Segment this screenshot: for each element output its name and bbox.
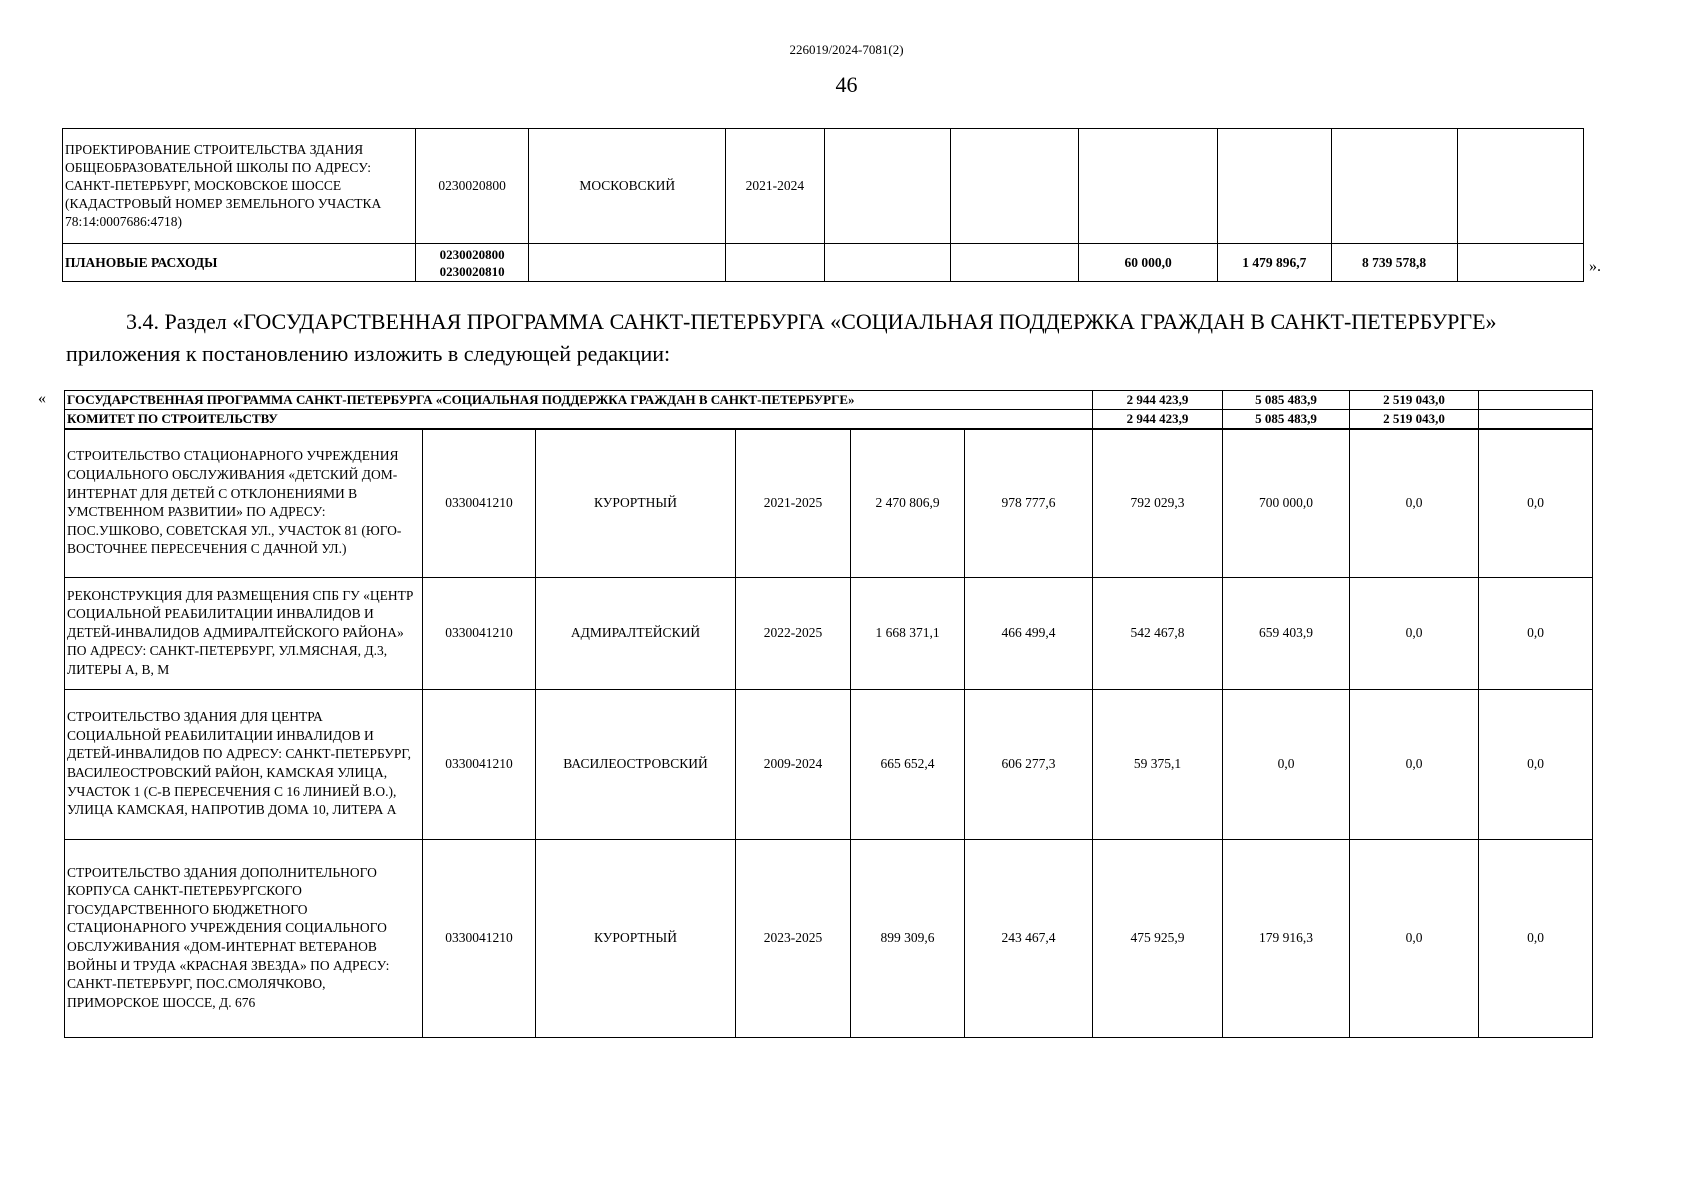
object-total: 899 309,6 (851, 839, 965, 1037)
committee-value-1: 2 944 423,9 (1093, 410, 1223, 430)
object-years: 2022-2025 (736, 577, 851, 689)
object-year-2: 0,0 (1223, 689, 1350, 839)
page-number: 46 (835, 72, 858, 97)
object-year-1: 792 029,3 (1093, 429, 1223, 577)
empty-cell (950, 244, 1078, 282)
object-district: ВАСИЛЕОСТРОВСКИЙ (536, 689, 736, 839)
closing-quote-mark: ». (1589, 258, 1601, 275)
object-years: 2021-2024 (726, 129, 824, 244)
object-description: РЕКОНСТРУКЦИЯ ДЛЯ РАЗМЕЩЕНИЯ СПБ ГУ «ЦЕНТР СОЦИАЛЬНОЙ РЕАБИЛИТАЦИИ ИНВАЛИДОВ И ДЕТЕЙ-ИНВАЛИДОВ АДМИРАЛТЕЙСКОГО РАЙОНА» ПО АДРЕСУ: САНКТ-ПЕТЕРБУРГ, УЛ.МЯСНАЯ, Д.3, ЛИТЕРЫ А, В, М (65, 577, 423, 689)
social-support-program-table (64, 390, 1593, 1038)
object-year-3: 0,0 (1350, 577, 1479, 689)
object-years: 2021-2025 (736, 429, 851, 577)
committee-title: КОМИТЕТ ПО СТРОИТЕЛЬСТВУ (65, 410, 1093, 430)
object-code: 0330041210 (423, 839, 536, 1037)
empty-cell (1479, 410, 1593, 430)
document-id: 226019/2024-7081(2) (789, 42, 904, 57)
object-code: 0230020800 (415, 129, 528, 244)
program-title: ГОСУДАРСТВЕННАЯ ПРОГРАММА САНКТ-ПЕТЕРБУРГА «СОЦИАЛЬНАЯ ПОДДЕРЖКА ГРАЖДАН В САНКТ-ПЕТЕРБУРГЕ» (65, 391, 1093, 410)
object-code: 0330041210 (423, 577, 536, 689)
object-district: КУРОРТНЫЙ (536, 839, 736, 1037)
object-prev: 466 499,4 (965, 577, 1093, 689)
section-heading-line-1: 3.4. Раздел «ГОСУДАРСТВЕННАЯ ПРОГРАММА САНКТ-ПЕТЕРБУРГА «СОЦИАЛЬНАЯ ПОДДЕРЖКА ГРАЖДАН В САНКТ-ПЕТЕРБУРГЕ» (126, 309, 1497, 334)
empty-cell (824, 129, 950, 244)
planned-value-1: 60 000,0 (1079, 244, 1218, 282)
object-year-4: 0,0 (1479, 429, 1593, 577)
planned-code-2: 0230020810 (439, 263, 505, 279)
object-total: 1 668 371,1 (851, 577, 965, 689)
object-year-3: 0,0 (1350, 429, 1479, 577)
committee-total-row (65, 410, 1593, 430)
object-total: 665 652,4 (851, 689, 965, 839)
empty-cell (1479, 391, 1593, 410)
object-years: 2023-2025 (736, 839, 851, 1037)
object-year-1: 475 925,9 (1093, 839, 1223, 1037)
empty-cell (529, 244, 726, 282)
object-code: 0330041210 (423, 689, 536, 839)
table-row (65, 839, 1593, 1037)
table-row (63, 129, 1584, 244)
empty-cell (1218, 129, 1331, 244)
table-row (65, 689, 1593, 839)
object-prev: 243 467,4 (965, 839, 1093, 1037)
empty-cell (726, 244, 824, 282)
empty-cell (1457, 244, 1583, 282)
empty-cell (1457, 129, 1583, 244)
program-value-2: 5 085 483,9 (1223, 391, 1350, 410)
section-heading-line-2: приложения к постановлению изложить в следующей редакции: (66, 341, 671, 366)
object-year-4: 0,0 (1479, 839, 1593, 1037)
object-code: 0330041210 (423, 429, 536, 577)
planned-value-2: 1 479 896,7 (1218, 244, 1331, 282)
table-row (65, 429, 1593, 577)
empty-cell (824, 244, 950, 282)
object-district: МОСКОВСКИЙ (529, 129, 726, 244)
object-year-3: 0,0 (1350, 839, 1479, 1037)
program-total-row (65, 391, 1593, 410)
object-year-2: 659 403,9 (1223, 577, 1350, 689)
planned-value-3: 8 739 578,8 (1331, 244, 1457, 282)
object-year-1: 59 375,1 (1093, 689, 1223, 839)
object-year-2: 179 916,3 (1223, 839, 1350, 1037)
opening-quote-mark: « (38, 390, 46, 407)
object-description: СТРОИТЕЛЬСТВО ЗДАНИЯ ДОПОЛНИТЕЛЬНОГО КОРПУСА САНКТ-ПЕТЕРБУРГСКОГО ГОСУДАРСТВЕННОГО БЮДЖЕТНОГО СТАЦИОНАРНОГО УЧРЕЖДЕНИЯ СОЦИАЛЬНОГО ОБСЛУЖИВАНИЯ «ДОМ-ИНТЕРНАТ ВЕТЕРАНОВ ВОЙНЫ И ТРУДА «КРАСНАЯ ЗВЕЗДА» ПО АДРЕСУ: САНКТ-ПЕТЕРБУРГ, ПОС.СМОЛЯЧКОВО, ПРИМОРСКОЕ ШОССЕ, Д. 676 (65, 839, 423, 1037)
object-description: ПРОЕКТИРОВАНИЕ СТРОИТЕЛЬСТВА ЗДАНИЯ ОБЩЕОБРАЗОВАТЕЛЬНОЙ ШКОЛЫ ПО АДРЕСУ: САНКТ-ПЕТЕРБУРГ, МОСКОВСКОЕ ШОССЕ (КАДАСТРОВЫЙ НОМЕР ЗЕМЕЛЬНОГО УЧАСТКА 78:14:0007686:4718) (63, 129, 416, 244)
program-value-3: 2 519 043,0 (1350, 391, 1479, 410)
program-value-1: 2 944 423,9 (1093, 391, 1223, 410)
planned-expenses-codes (415, 244, 528, 282)
object-district: КУРОРТНЫЙ (536, 429, 736, 577)
object-description: СТРОИТЕЛЬСТВО СТАЦИОНАРНОГО УЧРЕЖДЕНИЯ СОЦИАЛЬНОГО ОБСЛУЖИВАНИЯ «ДЕТСКИЙ ДОМ-ИНТЕРНАТ ДЛЯ ДЕТЕЙ С ОТКЛОНЕНИЯМИ В УМСТВЕННОМ РАЗВИТИИ» ПО АДРЕСУ: ПОС.УШКОВО, СОВЕТСКАЯ УЛ., УЧАСТОК 81 (ЮГО-ВОСТОЧНЕЕ ПЕРЕСЕЧЕНИЯ С ДАЧНОЙ УЛ.) (65, 429, 423, 577)
object-year-4: 0,0 (1479, 689, 1593, 839)
planned-code-1: 0230020800 (439, 246, 505, 262)
previous-section-table (62, 128, 1584, 282)
committee-value-3: 2 519 043,0 (1350, 410, 1479, 430)
empty-cell (1079, 129, 1218, 244)
empty-cell (1331, 129, 1457, 244)
object-year-1: 542 467,8 (1093, 577, 1223, 689)
empty-cell (950, 129, 1078, 244)
object-district: АДМИРАЛТЕЙСКИЙ (536, 577, 736, 689)
planned-expenses-label: ПЛАНОВЫЕ РАСХОДЫ (63, 244, 416, 282)
object-total: 2 470 806,9 (851, 429, 965, 577)
committee-value-2: 5 085 483,9 (1223, 410, 1350, 430)
object-year-3: 0,0 (1350, 689, 1479, 839)
object-prev: 978 777,6 (965, 429, 1093, 577)
object-description: СТРОИТЕЛЬСТВО ЗДАНИЯ ДЛЯ ЦЕНТРА СОЦИАЛЬНОЙ РЕАБИЛИТАЦИИ ИНВАЛИДОВ И ДЕТЕЙ-ИНВАЛИДОВ ПО АДРЕСУ: САНКТ-ПЕТЕРБУРГ, ВАСИЛЕОСТРОВСКИЙ РАЙОН, КАМСКАЯ УЛИЦА, УЧАСТОК 1 (С-В ПЕРЕСЕЧЕНИЯ С 16 ЛИНИЕЙ В.О.), УЛИЦА КАМСКАЯ, НАПРОТИВ ДОМА 10, ЛИТЕРА А (65, 689, 423, 839)
object-years: 2009-2024 (736, 689, 851, 839)
table-row (65, 577, 1593, 689)
object-prev: 606 277,3 (965, 689, 1093, 839)
object-year-4: 0,0 (1479, 577, 1593, 689)
object-year-2: 700 000,0 (1223, 429, 1350, 577)
table-row (63, 244, 1584, 282)
